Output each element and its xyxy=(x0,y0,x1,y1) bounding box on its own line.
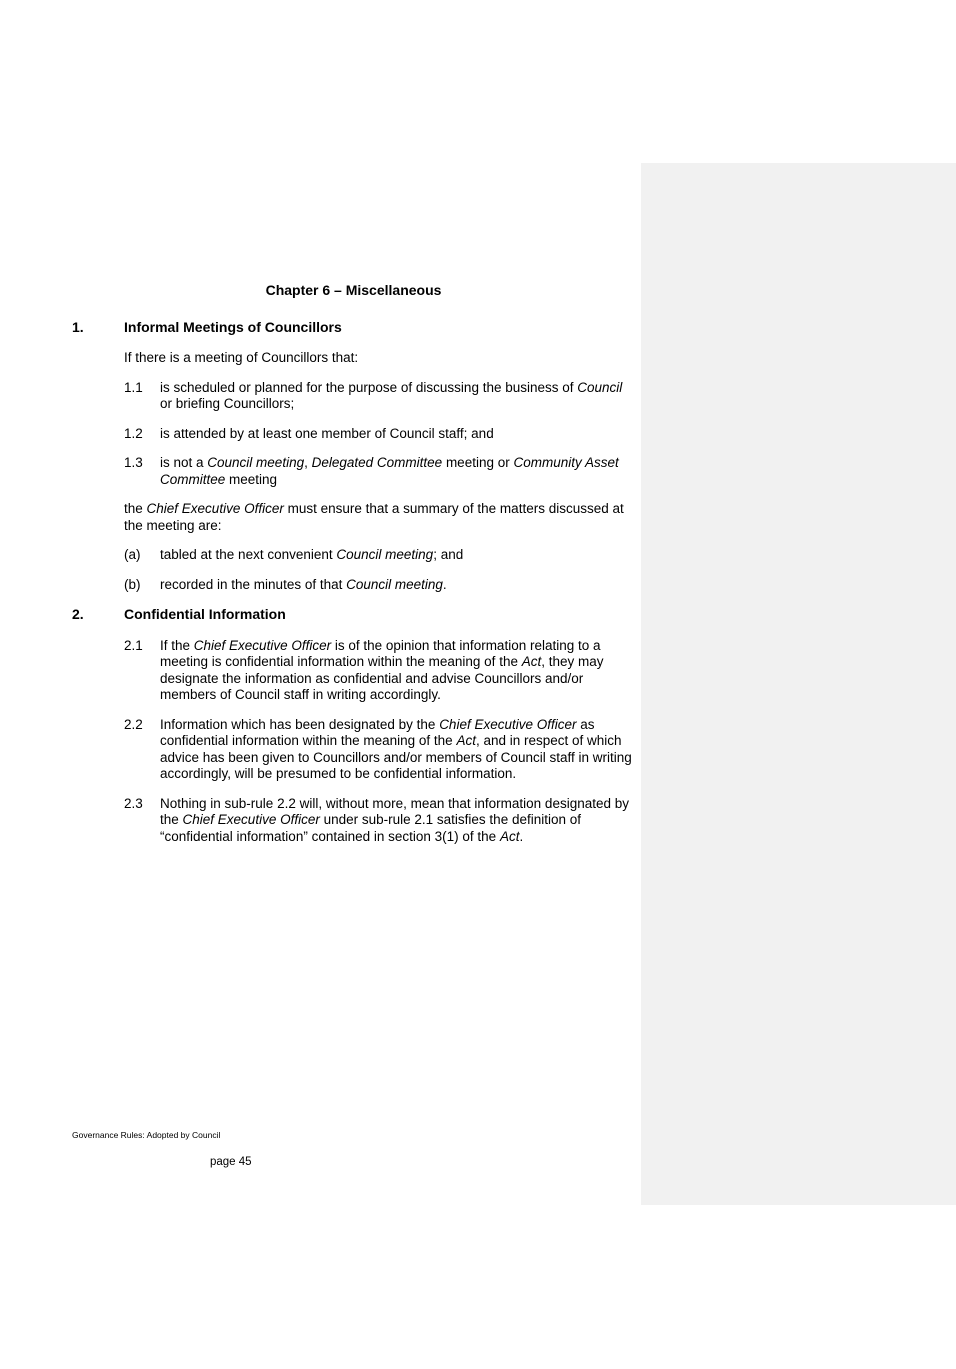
clause-2-3-number: 2.3 xyxy=(124,795,143,811)
footer-doc-ref: Governance Rules: Adopted by Council xyxy=(72,1130,221,1140)
side-panel xyxy=(641,163,956,1205)
clause-1-1-text: is scheduled or planned for the purpose of discussing the business of Council or briefing Councillors; xyxy=(160,379,623,411)
list-item-b-number: (b) xyxy=(124,576,141,592)
list-item-a-number: (a) xyxy=(124,547,141,562)
section-2-heading xyxy=(72,606,635,623)
chapter-heading: Chapter 6 – Miscellaneous xyxy=(265,282,442,298)
list-item-a-text: tabled at the next convenient Council meeting; and xyxy=(160,547,464,562)
clause-2-1-text: If the Chief Executive Officer is of the opinion that information relating to a meeting is confidential information within the meaning of the Act, they may designate the information as confidential and advise Councillors and/or members of Council staff in writing accordingly. xyxy=(160,637,604,702)
clause-2-3-text: Nothing in sub-rule 2.2 will, without more, mean that information designated by the Chief Executive Officer under sub-rule 2.1 satisfies the definition of “confidential information” contained in section 3(1) of the Act. xyxy=(160,795,629,844)
list-item-b xyxy=(124,577,635,594)
list-item-b-text: recorded in the minutes of that Council meeting. xyxy=(160,576,447,592)
clause-2-1 xyxy=(124,638,635,704)
clause-1-2-text: is attended by at least one member of Council staff; and xyxy=(160,425,494,441)
section-1-number: 1. xyxy=(72,318,84,335)
clause-1-3-text: is not a Council meeting, Delegated Committee meeting or Community Asset Committee meeting xyxy=(160,455,619,487)
clause-1-1-number: 1.1 xyxy=(124,379,143,395)
page-body xyxy=(72,282,635,858)
clause-2-3 xyxy=(124,796,635,846)
section-1-title: Informal Meetings of Councillors xyxy=(124,318,342,335)
clause-1-3-number: 1.3 xyxy=(124,455,143,470)
section-1-intro: If there is a meeting of Councillors that: xyxy=(124,350,359,365)
section-2-title: Confidential Information xyxy=(124,606,286,622)
clause-1-2 xyxy=(124,426,635,443)
clause-1-1 xyxy=(124,380,635,413)
section-2-number: 2. xyxy=(72,606,84,622)
section-1-closing: the Chief Executive Officer must ensure that a summary of the matters discussed at the meeting are: xyxy=(124,501,624,533)
list-item-a xyxy=(124,547,635,564)
clause-2-2 xyxy=(124,717,635,783)
clause-1-2-number: 1.2 xyxy=(124,425,143,441)
clause-2-2-number: 2.2 xyxy=(124,716,143,732)
clause-1-3 xyxy=(124,455,635,488)
section-1-heading xyxy=(72,319,635,336)
clause-2-1-number: 2.1 xyxy=(124,637,143,653)
footer-page-number: page 45 xyxy=(210,1156,252,1168)
clause-2-2-text: Information which has been designated by the Chief Executive Officer as confidential information within the meaning of the Act, and in respect of which advice has been given to Councillors and/or members of Council staff in writing accordingly, will be presumed to be confidential information. xyxy=(160,716,632,781)
